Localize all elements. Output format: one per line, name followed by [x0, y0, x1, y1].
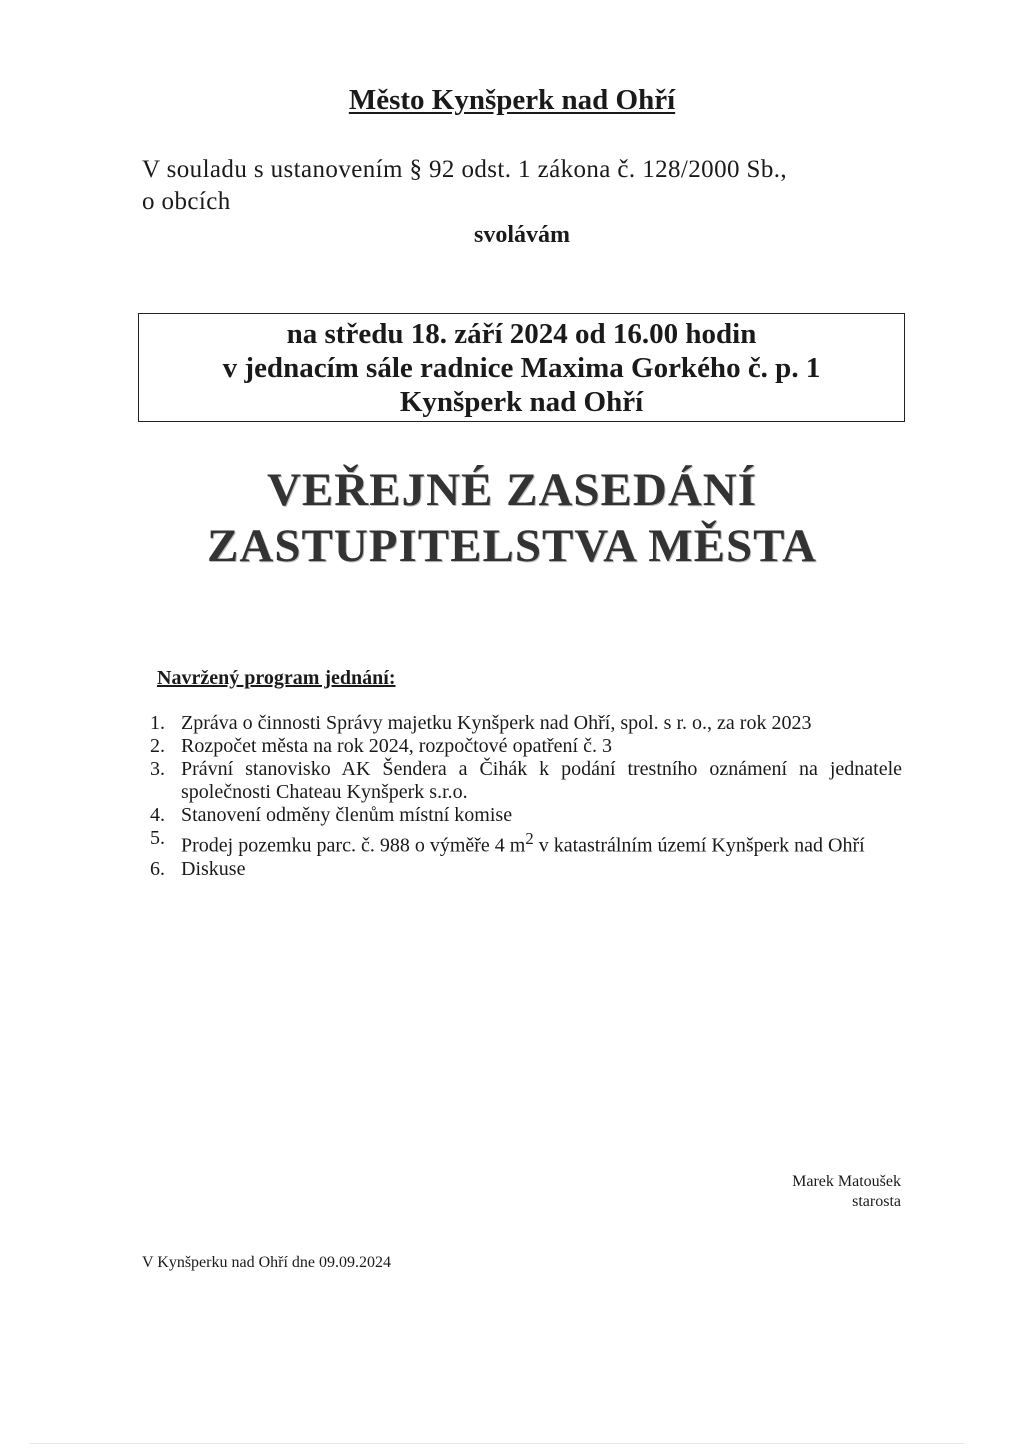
event-headline-line-1: VEŘEJNÉ ZASEDÁNÍ: [266, 464, 758, 516]
scan-edge-line: [30, 1443, 964, 1444]
agenda-item-number: 1.: [150, 712, 165, 734]
convene-word: svolávám: [474, 222, 570, 248]
agenda-item: [150, 735, 902, 758]
intro-text-line-2: o obcích: [142, 188, 231, 215]
agenda-item-text: Zpráva o činnosti Správy majetku Kynšperk nad Ohří, spol. s r. o., za rok 2023: [181, 712, 812, 734]
agenda-item-text-end: v katastrálním území Kynšperk nad Ohří: [533, 834, 865, 857]
agenda-item-number: 3.: [150, 758, 165, 780]
signature-block: [792, 1172, 901, 1212]
agenda-item-text: Stanovení odměny členům místní komise: [181, 804, 513, 826]
agenda-item-text: Rozpočet města na rok 2024, rozpočtové opatření č. 3: [181, 735, 612, 757]
agenda-item: [150, 712, 902, 735]
intro-text-line-1: V souladu s ustanovením § 92 odst. 1 zákona č. 128/2000 Sb.,: [142, 156, 788, 183]
meeting-date-time: na středu 18. září 2024 od 16.00 hodin: [286, 318, 757, 350]
agenda-item: [150, 827, 902, 858]
agenda-item-text: Diskuse: [181, 857, 246, 880]
signatory-name: Marek Matoušek: [792, 1173, 901, 1190]
area-unit-superscript: 2: [525, 829, 534, 848]
event-headline: [0, 462, 1024, 574]
agenda-item-text: [181, 827, 902, 858]
agenda-list: [150, 712, 902, 881]
event-headline-line-2: ZASTUPITELSTVA MĚSTA: [207, 520, 817, 572]
agenda-item-number: 5.: [150, 827, 165, 849]
agenda-item-number: 4.: [150, 804, 165, 826]
page-title: Město Kynšperk nad Ohří: [348, 84, 676, 116]
meeting-venue: v jednacím sále radnice Maxima Gorkého č. p. 1: [222, 352, 821, 384]
agenda-item: [150, 758, 902, 804]
agenda-item-number: 6.: [150, 857, 165, 880]
meeting-details-box: [138, 313, 905, 422]
place-and-date: V Kynšperku nad Ohří dne 09.09.2024: [142, 1254, 392, 1271]
agenda-item-text-start: Prodej pozemku parc. č. 988 o výměře 4 m: [181, 834, 526, 857]
agenda-heading: Navržený program jednání:: [157, 667, 396, 689]
meeting-town: Kynšperk nad Ohří: [399, 386, 644, 418]
agenda-item-text: Právní stanovisko AK Šendera a Čihák k podání trestního oznámení na jednatele společnosti Chateau Kynšperk s.r.o.: [181, 758, 902, 803]
agenda-item-number: 2.: [150, 735, 165, 757]
signatory-role: starosta: [852, 1193, 901, 1210]
agenda-item: [150, 858, 902, 881]
agenda-item: [150, 804, 902, 827]
